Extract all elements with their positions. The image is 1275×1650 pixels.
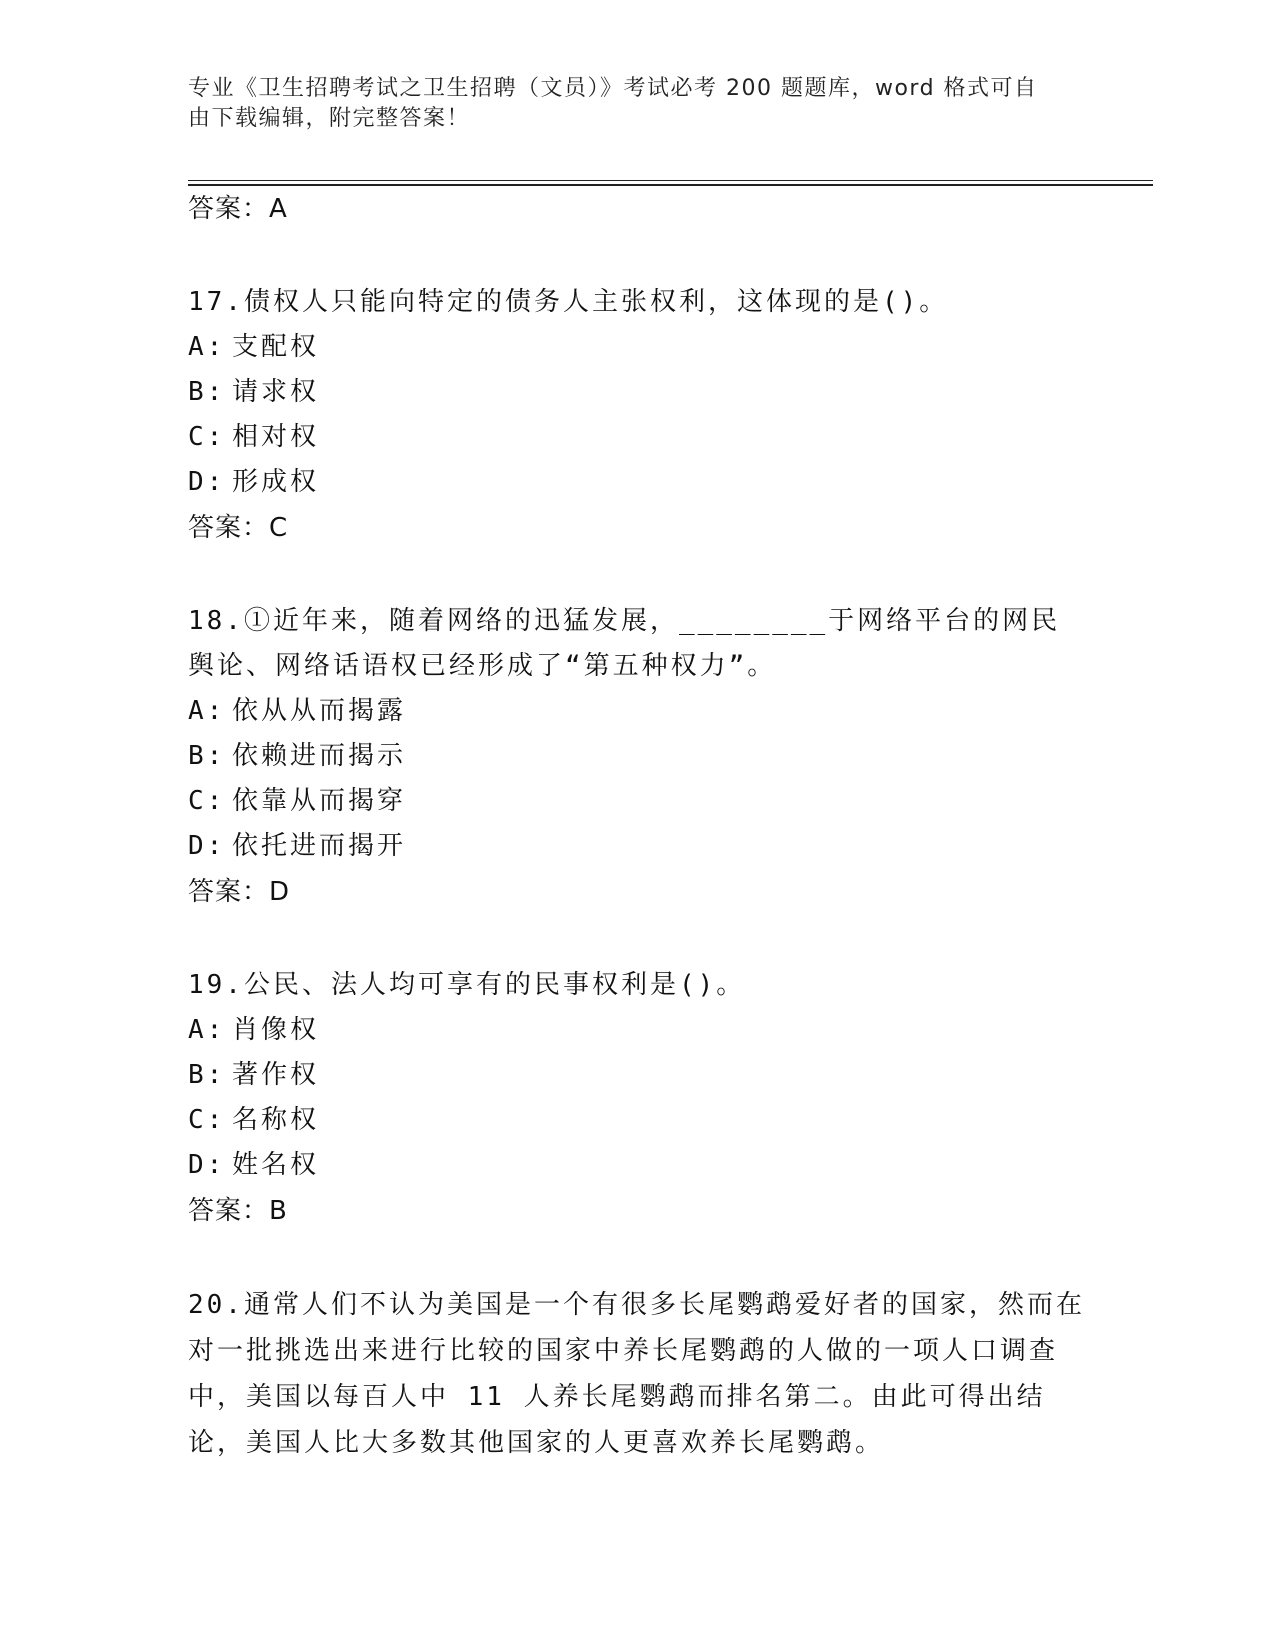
header-line-1: 专业《卫生招聘考试之卫生招聘（文员）》考试必考 200 题题库，word 格式可自 (188, 76, 1038, 101)
option-a (188, 1008, 1088, 1053)
question-text: 18.①近年来，随着网络的迅猛发展，________于网络平台的网民舆论、网络话语权已经形成了“第五种权力”。 (188, 606, 1061, 681)
option-text: 依赖进而揭示 (232, 741, 407, 771)
answer-16: 答案：A (188, 194, 288, 224)
document-content (188, 186, 1088, 1466)
option-text: 请求权 (232, 377, 320, 407)
answer-18: 答案：D (188, 877, 291, 907)
option-c (188, 415, 1088, 460)
option-text: 依靠从而揭穿 (232, 786, 407, 816)
option-letter: C: (188, 1105, 226, 1135)
question-text: 17.债权人只能向特定的债务人主张权利，这体现的是()。 (188, 287, 949, 317)
option-b (188, 734, 1088, 779)
answer-17: 答案：C (188, 513, 289, 543)
question-18 (188, 599, 1088, 915)
option-b (188, 1053, 1088, 1098)
answer-19: 答案：B (188, 1196, 288, 1226)
option-a (188, 689, 1088, 734)
option-letter: C: (188, 422, 226, 452)
question-text: 20.通常人们不认为美国是一个有很多长尾鹦鹉爱好者的国家，然而在对一批挑选出来进行比较的国家中养长尾鹦鹉的人做的一项人口调查中，美国以每百人中 11 人养长尾鹦鹉而排名第二。由此可得出结论，美国人比大多数其他国家的人更喜欢养长尾鹦鹉。 (188, 1290, 1085, 1458)
option-letter: A: (188, 696, 226, 726)
document-header (188, 74, 1068, 134)
option-letter: A: (188, 332, 226, 362)
option-letter: B: (188, 741, 226, 771)
option-b (188, 370, 1088, 415)
option-text: 支配权 (232, 332, 320, 362)
option-letter: B: (188, 1060, 226, 1090)
option-text: 依从从而揭露 (232, 696, 407, 726)
option-c (188, 1098, 1088, 1143)
option-letter: D: (188, 1150, 226, 1180)
header-line-2: 由下载编辑，附完整答案！ (188, 106, 471, 131)
option-c (188, 779, 1088, 824)
question-17 (188, 280, 1088, 551)
option-letter: C: (188, 786, 226, 816)
option-d (188, 460, 1088, 505)
option-text: 名称权 (232, 1105, 320, 1135)
option-letter: A: (188, 1015, 226, 1045)
option-a (188, 325, 1088, 370)
question-19 (188, 963, 1088, 1234)
option-text: 相对权 (232, 422, 320, 452)
option-text: 肖像权 (232, 1015, 320, 1045)
option-d (188, 824, 1088, 869)
question-text: 19.公民、法人均可享有的民事权利是()。 (188, 970, 746, 1000)
option-d (188, 1143, 1088, 1188)
header-rule-thin (188, 180, 1153, 181)
option-letter: D: (188, 831, 226, 861)
option-text: 形成权 (232, 467, 320, 497)
option-text: 姓名权 (232, 1150, 320, 1180)
question-20 (188, 1282, 1088, 1466)
option-letter: B: (188, 377, 226, 407)
option-letter: D: (188, 467, 226, 497)
option-text: 依托进而揭开 (232, 831, 407, 861)
option-text: 著作权 (232, 1060, 320, 1090)
